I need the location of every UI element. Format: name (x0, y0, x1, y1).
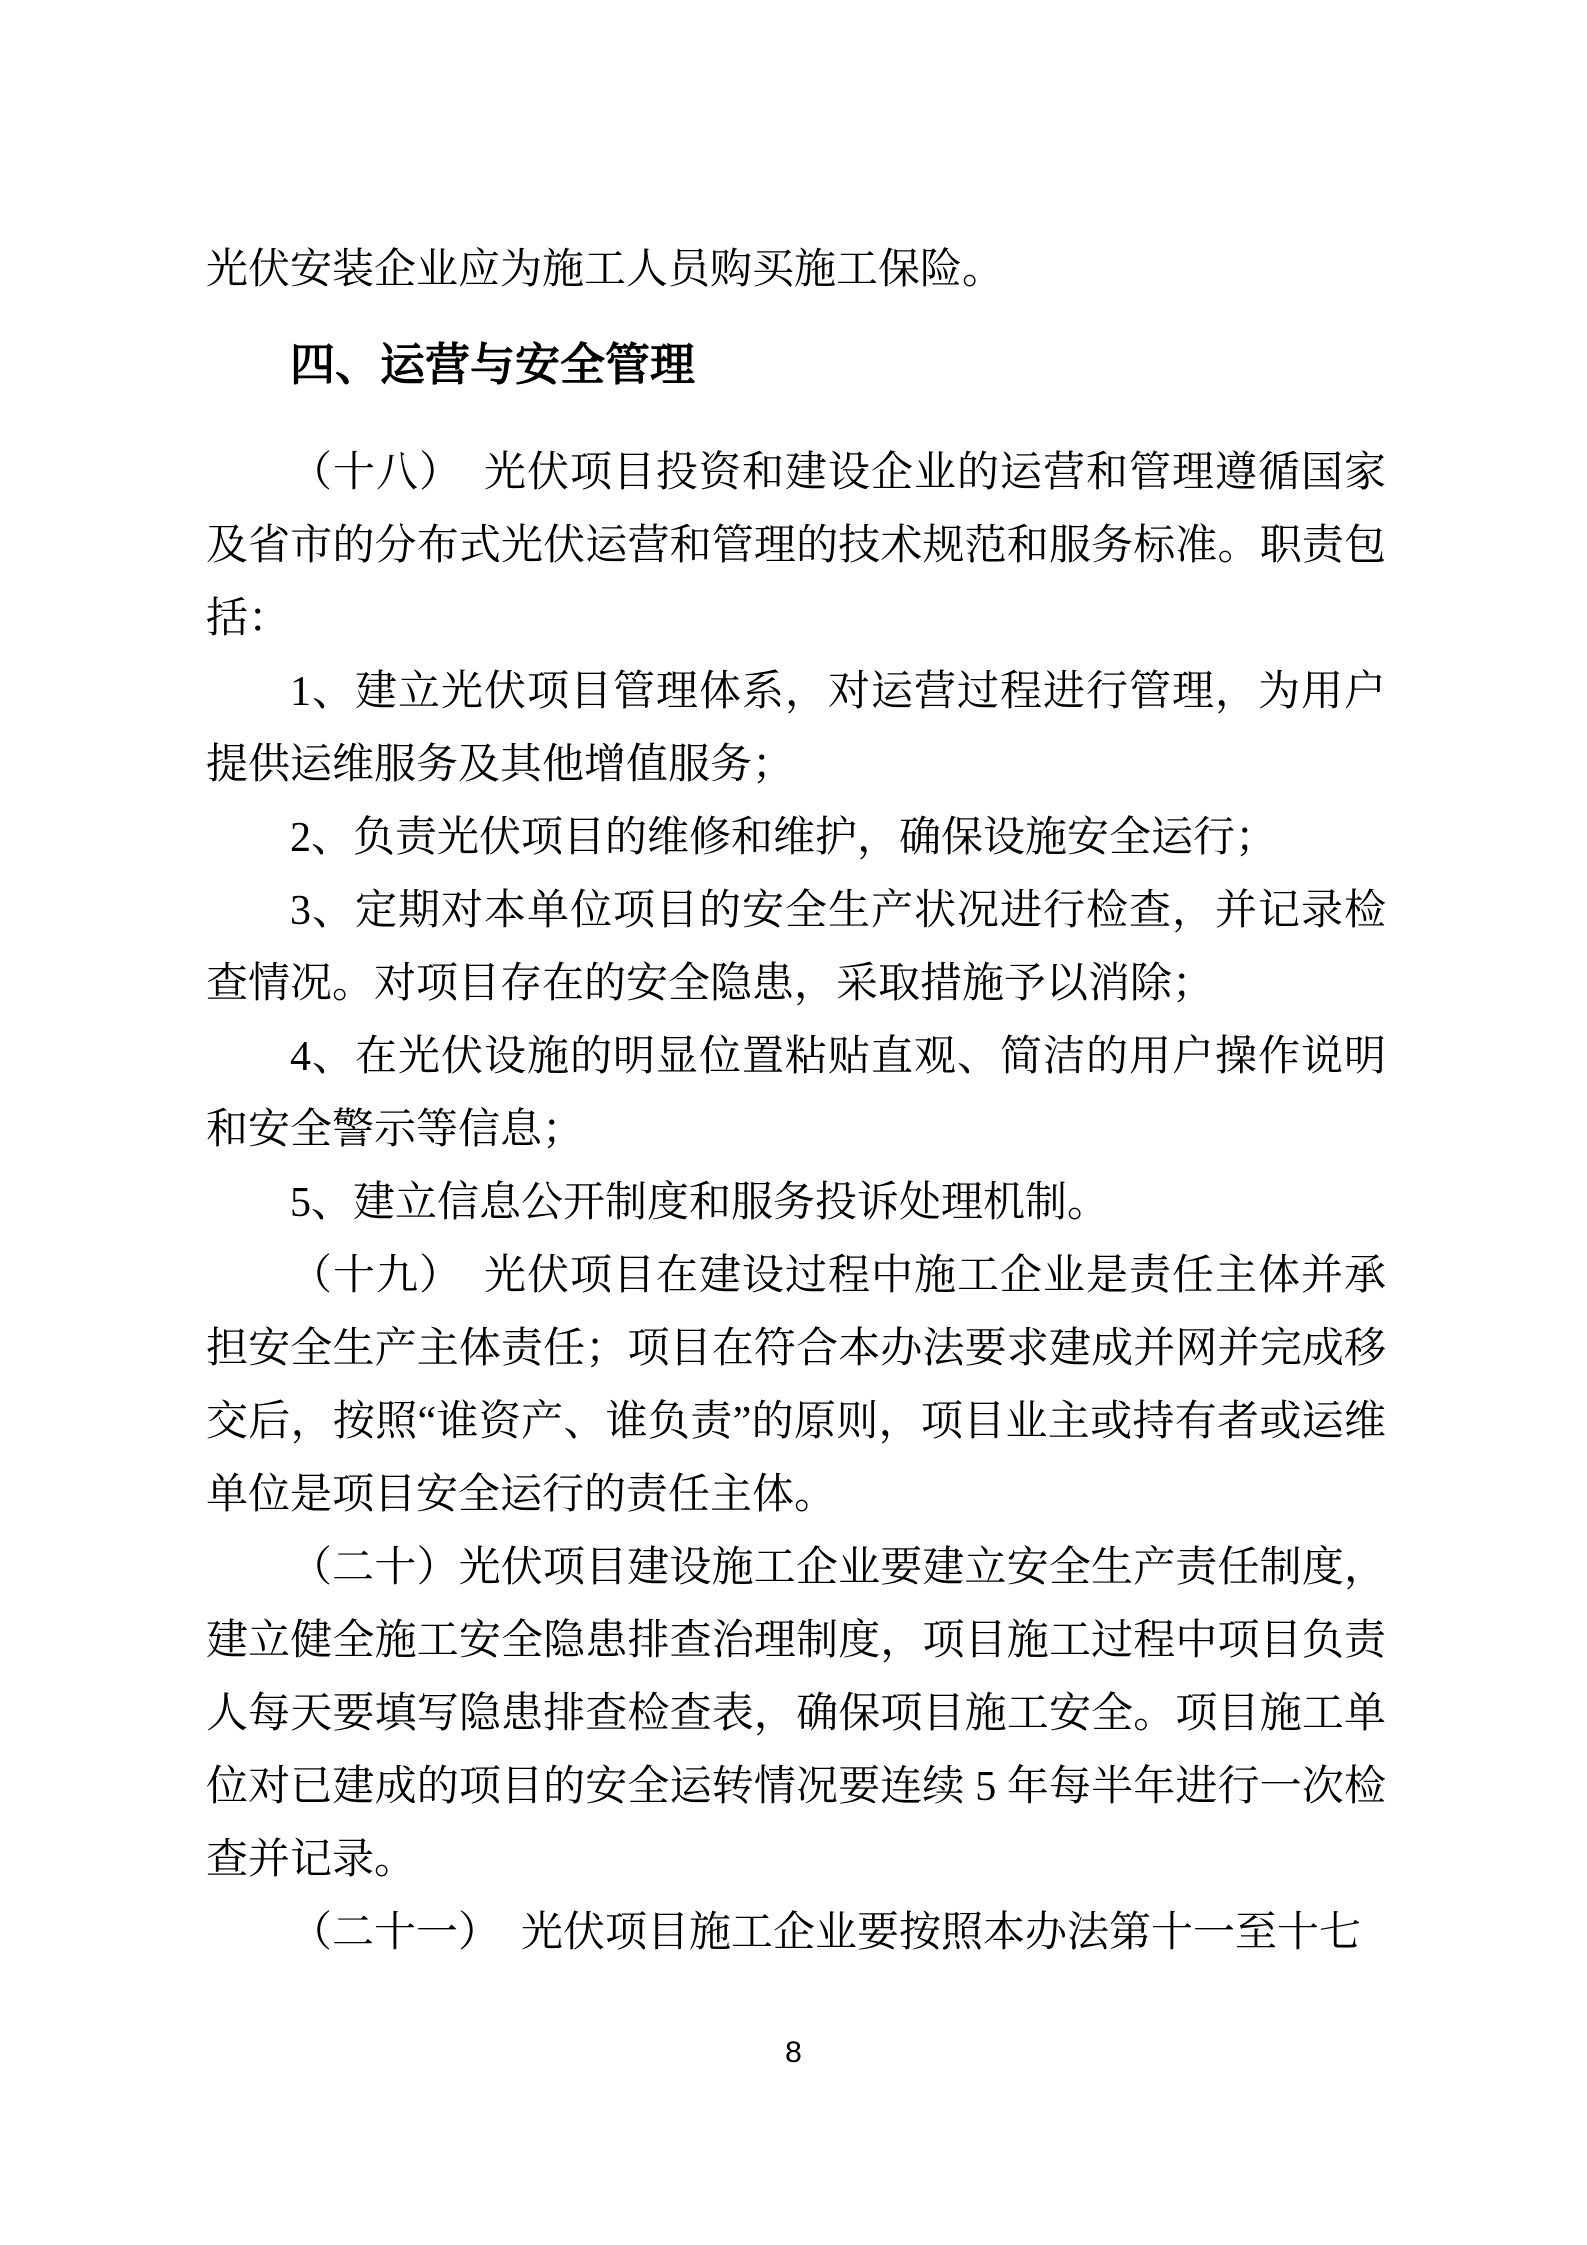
paragraph: （十九） 光伏项目在建设过程中施工企业是责任主体并承担安全生产主体责任；项目在符合本办法要求建成并网并完成移交后，按照“谁资产、谁负责”的原则，项目业主或持有者或运维单位是项目安全运行的责任主体。 (206, 1253, 1386, 1518)
paragraph: 2、负责光伏项目的维修和维护，确保设施安全运行； (290, 815, 1278, 861)
page-content (206, 234, 1386, 1970)
paragraph: 4、在光伏设施的明显位置粘贴直观、简洁的用户操作说明和安全警示等信息； (206, 1034, 1386, 1153)
paragraph: 1、建立光伏项目管理体系，对运营过程进行管理，为用户提供运维服务及其他增值服务； (206, 669, 1386, 788)
paragraph: 5、建立信息公开制度和服务投诉处理机制。 (290, 1180, 1110, 1226)
paragraph: 3、定期对本单位项目的安全生产状况进行检查，并记录检查情况。对项目存在的安全隐患，采取措施予以消除； (206, 888, 1386, 1007)
paragraph: （二十一） 光伏项目施工企业要按照本办法第十一至十七 (290, 1910, 1362, 1956)
paragraph: （二十）光伏项目建设施工企业要建立安全生产责任制度，建立健全施工安全隐患排查治理制度，项目施工过程中项目负责人每天要填写隐患排查检查表，确保项目施工安全。项目施工单位对已建成的项目的安全运转情况要连续 5 年每半年进行一次检查并记录。 (206, 1545, 1386, 1883)
intro-paragraph: 光伏安装企业应为施工人员购买施工保险。 (206, 247, 1005, 293)
body-paragraphs (206, 437, 1386, 1970)
page-number: 8 (785, 2036, 802, 2069)
section-heading: 四、运营与安全管理 (290, 339, 696, 390)
paragraph: （十八） 光伏项目投资和建设企业的运营和管理遵循国家及省市的分布式光伏运营和管理的技术规范和服务标准。职责包括： (206, 450, 1386, 642)
